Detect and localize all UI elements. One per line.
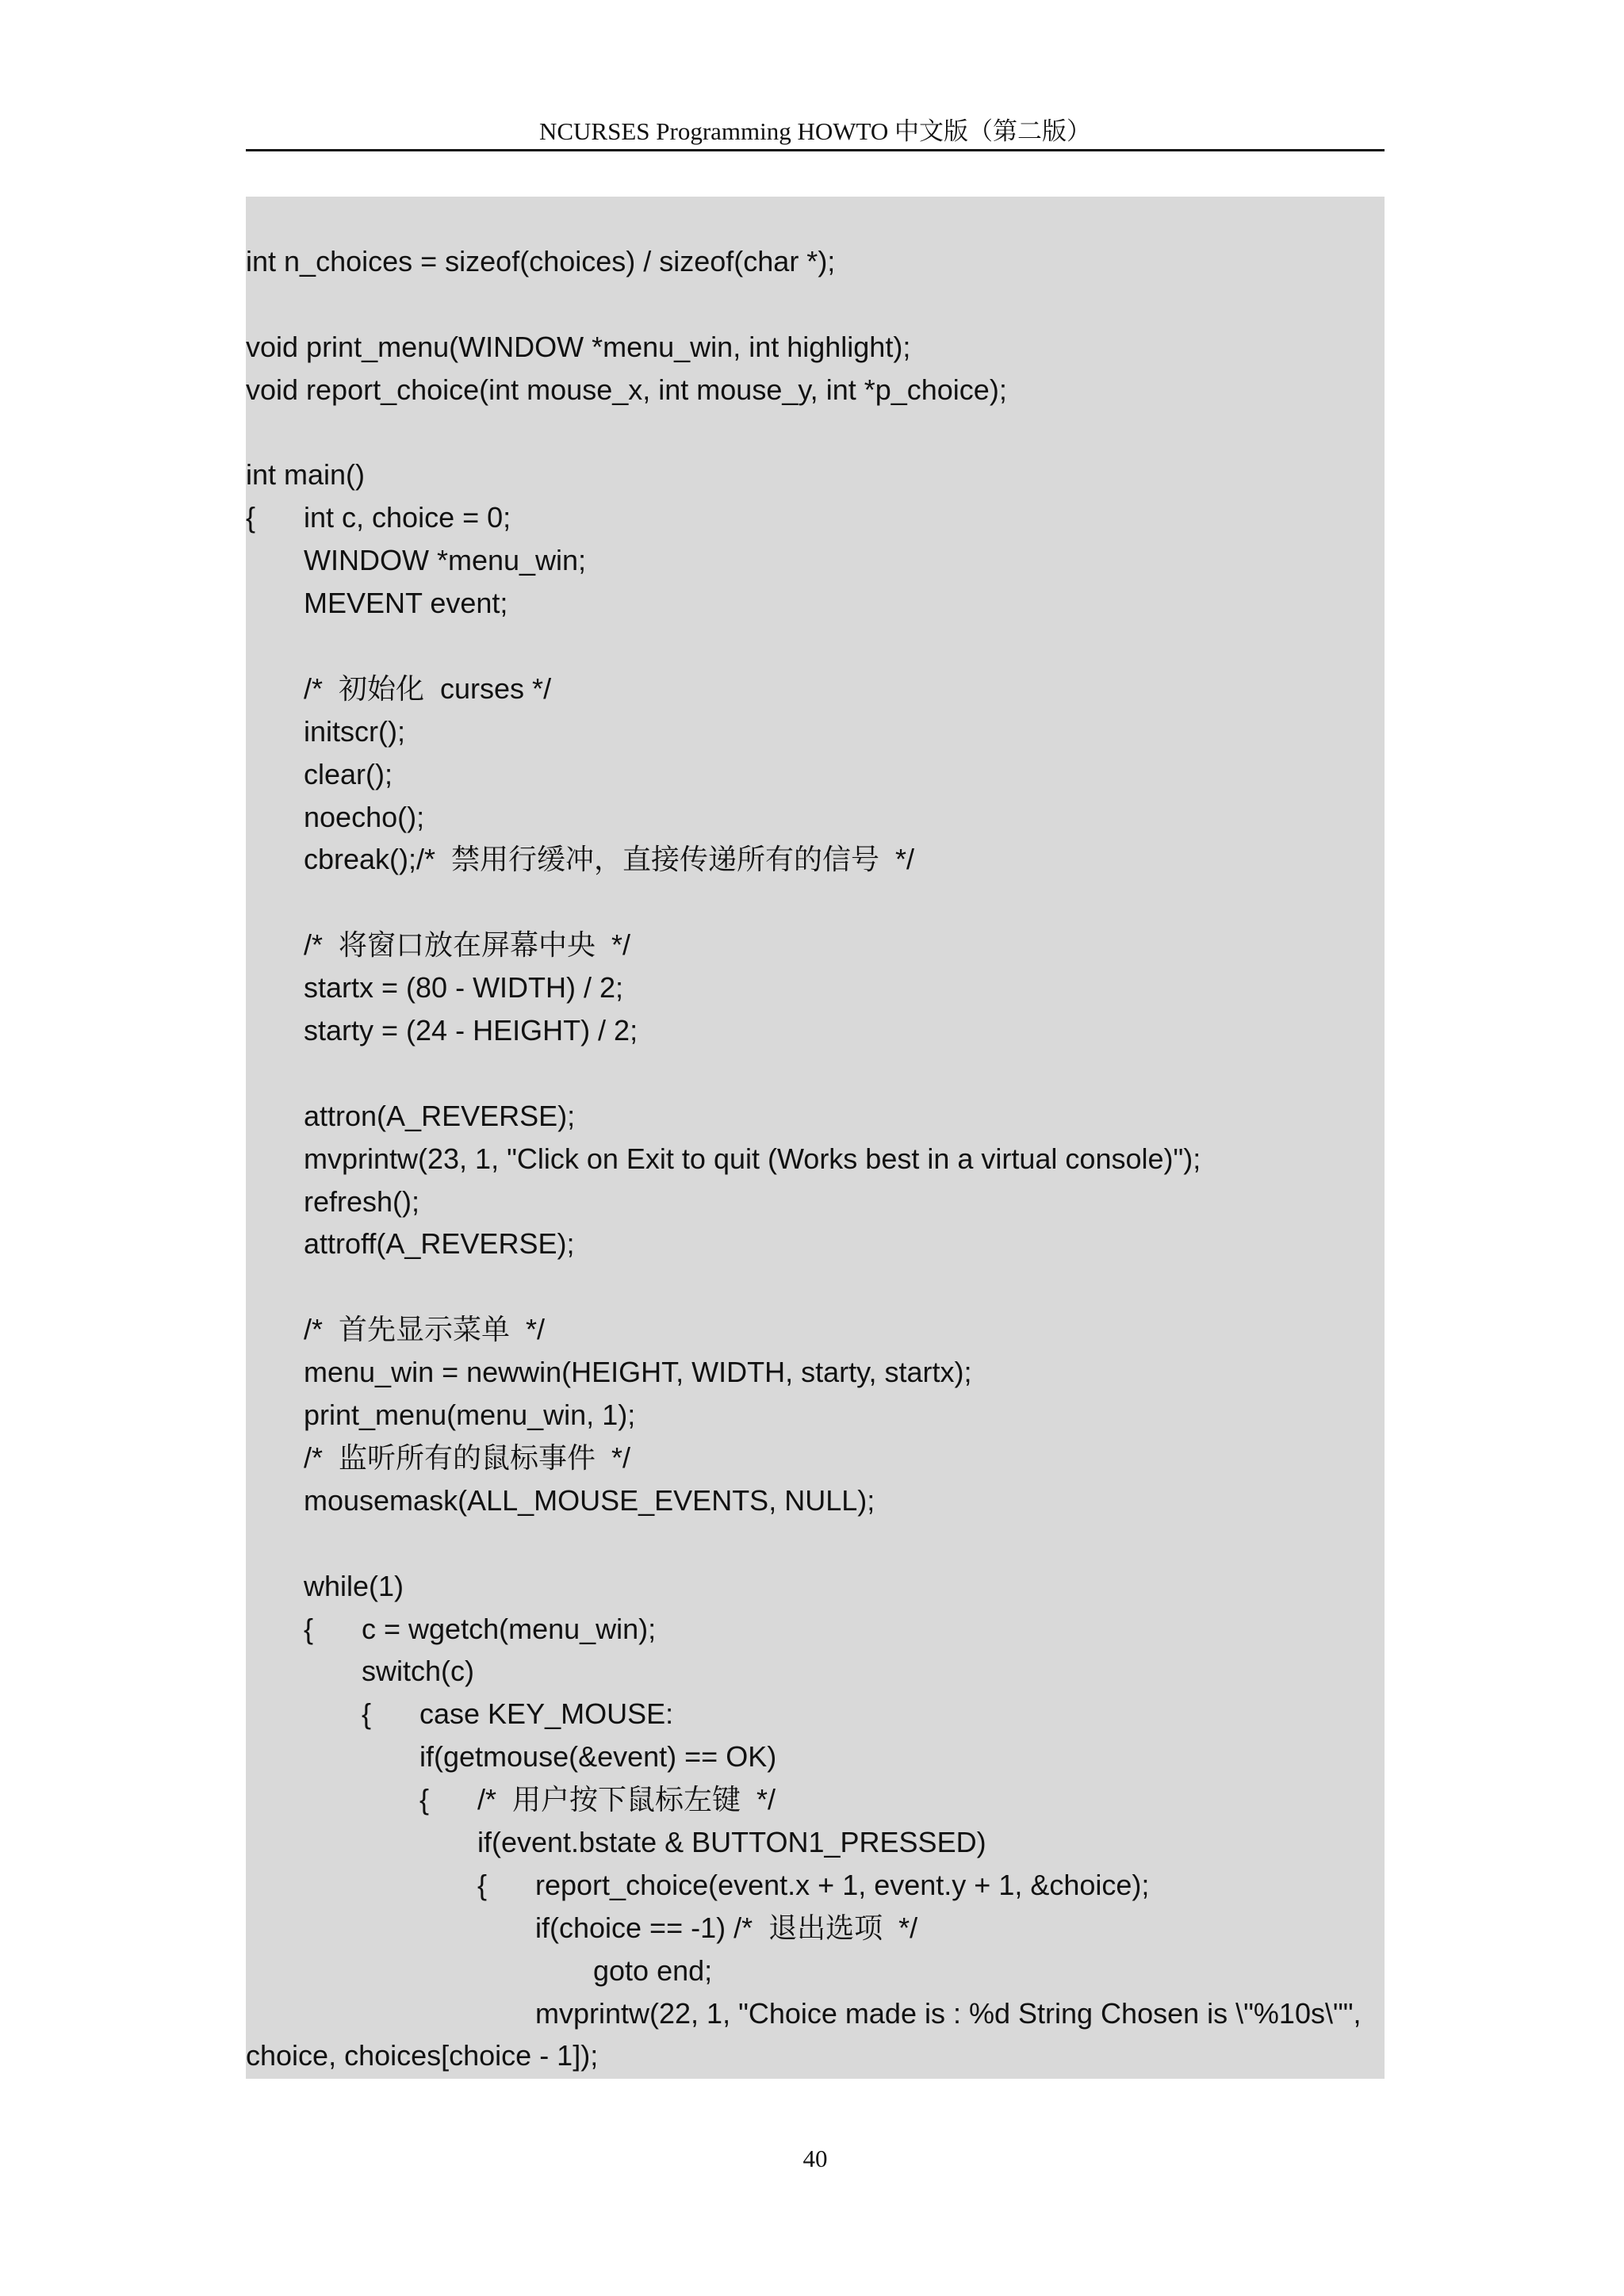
code-line: while(1)	[304, 1569, 404, 1602]
code-line	[246, 1052, 1385, 1095]
code-line: switch(c)	[362, 1655, 474, 1688]
code-line: mvprintw(22, 1, "Choice made is : %d String Chosen is \"%10s\"",	[535, 1996, 1362, 2030]
page-number: 40	[802, 2145, 828, 2172]
code-line: if(choice == -1) /* 退出选项 */	[535, 1911, 918, 1944]
code-line: mvprintw(23, 1, "Click on Exit to quit (Works best in a virtual console)");	[304, 1142, 1201, 1175]
code-line: { report_choice(event.x + 1, event.y + 1, &choice);	[246, 1864, 1385, 1907]
code-line: clear();	[304, 757, 393, 790]
code-line: /* 初始化 curses */	[304, 672, 552, 705]
code-line: attroff(A_REVERSE);	[304, 1227, 575, 1261]
code-line: { int c, choice = 0;	[246, 496, 1385, 539]
code-line: print_menu(menu_win, 1);	[304, 1399, 636, 1432]
brace: {	[477, 1868, 488, 1901]
code-line: startx = (80 - WIDTH) / 2;	[304, 971, 624, 1004]
code-line: cbreak();/* 禁用行缓冲，直接传递所有的信号 */	[304, 843, 915, 876]
code-line: mousemask(ALL_MOUSE_EVENTS, NULL);	[304, 1483, 875, 1517]
code-line: menu_win = newwin(HEIGHT, WIDTH, starty, startx);	[304, 1356, 972, 1389]
code-line: { case KEY_MOUSE:	[246, 1693, 1385, 1735]
code-line: int main()	[246, 458, 366, 492]
code-line: WINDOW *menu_win;	[304, 544, 587, 577]
code-line: void report_choice(int mouse_x, int mouse_y, int *p_choice);	[246, 373, 1007, 406]
code-line: if(event.bstate & BUTTON1_PRESSED)	[477, 1825, 986, 1858]
code-line: attron(A_REVERSE);	[304, 1099, 576, 1132]
page-header: NCURSES Programming HOWTO 中文版（第二版）	[538, 117, 1092, 145]
header-rule	[246, 149, 1385, 151]
code-line	[246, 1265, 1385, 1308]
code-lines	[246, 240, 1385, 2077]
code-line: choice, choices[choice - 1]);	[246, 2039, 599, 2072]
code-line: goto end;	[593, 1954, 713, 1987]
code-line	[246, 881, 1385, 924]
code-line: /* 首先显示菜单 */	[304, 1313, 546, 1346]
code-line: void print_menu(WINDOW *menu_win, int highlight);	[246, 330, 911, 363]
code-line: int n_choices = sizeof(choices) / sizeof(char *);	[246, 245, 836, 277]
code-line: refresh();	[304, 1184, 420, 1218]
code-line: MEVENT event;	[304, 587, 508, 620]
brace: {	[362, 1697, 372, 1731]
code-line: if(getmouse(&event) == OK)	[419, 1740, 777, 1774]
code-line: noecho();	[304, 800, 425, 833]
code-line: { c = wgetch(menu_win);	[246, 1608, 1385, 1651]
code-line: { /* 用户按下鼠标左键 */	[246, 1778, 1385, 1821]
code-line	[246, 411, 1385, 454]
brace: {	[304, 1612, 314, 1645]
code-line	[246, 625, 1385, 668]
code-line: /* 将窗口放在屏幕中央 */	[304, 928, 631, 962]
brace: {	[246, 501, 256, 534]
code-line	[246, 1522, 1385, 1565]
code-line	[246, 283, 1385, 326]
brace: {	[419, 1783, 430, 1816]
code-line: initscr();	[304, 714, 405, 748]
code-block	[246, 197, 1385, 2079]
code-line: starty = (24 - HEIGHT) / 2;	[304, 1014, 638, 1047]
code-line: /* 监听所有的鼠标事件 */	[304, 1441, 631, 1474]
